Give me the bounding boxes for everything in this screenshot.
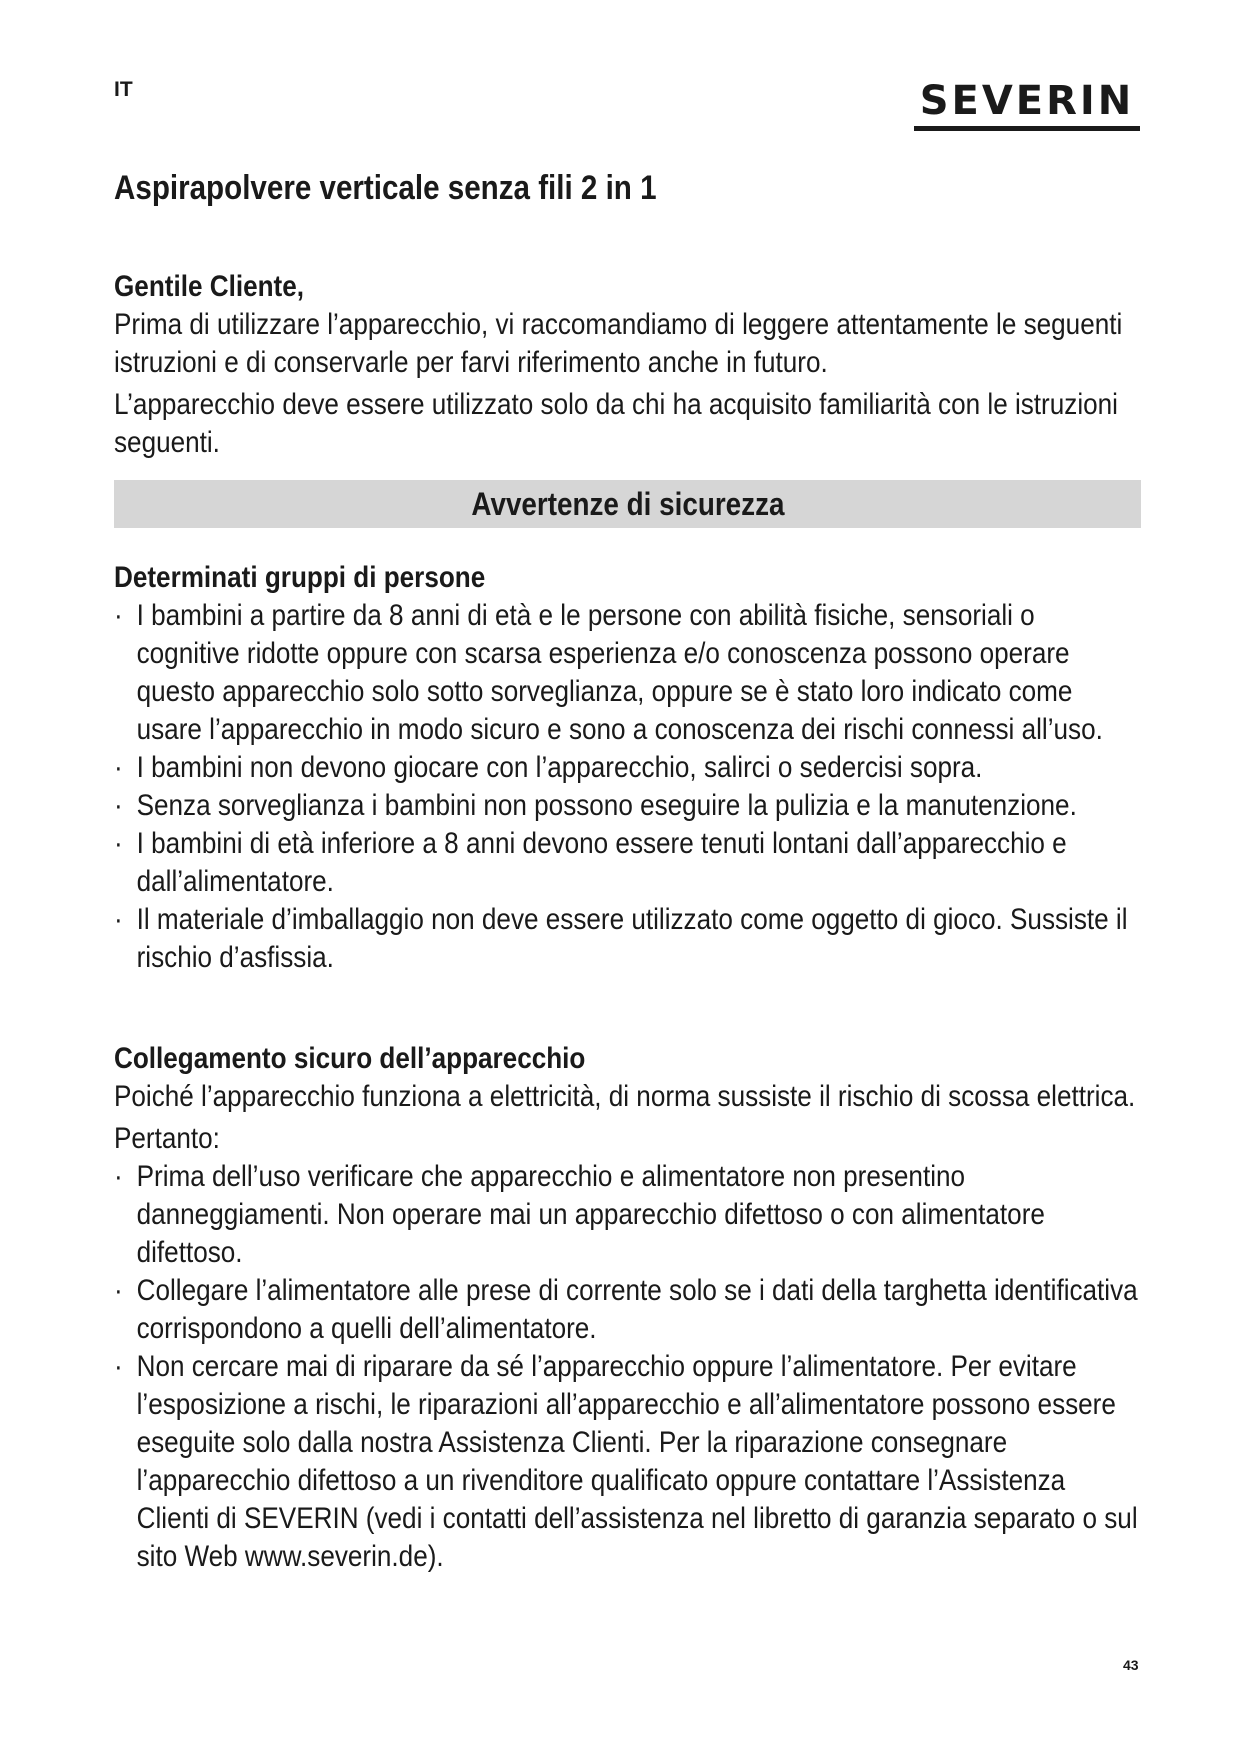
section-title-groups-of-persons: Determinati gruppi di persone xyxy=(114,561,486,594)
list-item-text: I bambini non devono giocare con l’apparecchio, salirci o sedercisi sopra. xyxy=(136,751,983,784)
list-item xyxy=(114,749,1144,787)
list-item-text: Non cercare mai di riparare da sé l’apparecchio oppure l’alimentatore. Per evitare l’esposizione a rischi, le riparazioni all’apparecchio e all’alimentatore possono essere eseguite solo dalla nostra Assistenza Clienti. Per la riparazione consegnare l’apparecchio difettoso a un rivenditore qualificato oppure contattare l’Assistenza Clienti di SEVERIN (vedi i contatti dell’assistenza nel libretto di garanzia separato o sul sito Web www.severin.de). xyxy=(136,1350,1138,1573)
bullet-dot: · xyxy=(114,1274,123,1307)
section-title-safe-connection: Collegamento sicuro dell’apparecchio xyxy=(114,1042,586,1075)
greeting: Gentile Cliente, xyxy=(114,270,304,303)
list-item-text: Prima dell’uso verificare che apparecchio e alimentatore non presentino danneggiamenti. Non operare mai un apparecchio difettoso o con alimentatore difettoso. xyxy=(136,1160,1045,1269)
list-item xyxy=(114,1158,1144,1272)
section-groups-of-persons xyxy=(114,559,1144,977)
section-safe-connection xyxy=(114,1040,1144,1576)
list-item-text: Collegare l’alimentatore alle prese di corrente solo se i dati della targhetta identificativa corrispondono a quelli dell’alimentatore. xyxy=(136,1274,1138,1345)
safe-connection-paragraph-1: Poiché l’apparecchio funziona a elettricità, di norma sussiste il rischio di scossa elettrica. xyxy=(114,1080,1136,1113)
list-item xyxy=(114,1272,1144,1348)
brand-logo-text: SEVERIN xyxy=(919,78,1135,124)
list-item-text: Senza sorveglianza i bambini non possono eseguire la pulizia e la manutenzione. xyxy=(136,789,1077,822)
safe-connection-paragraph-2: Pertanto: xyxy=(114,1122,220,1155)
language-code: IT xyxy=(114,78,133,101)
document-title: Aspirapolvere verticale senza fili 2 in 1 xyxy=(114,169,657,207)
intro-paragraph-2: L’apparecchio deve essere utilizzato solo da chi ha acquisito familiarità con le istruzioni seguenti. xyxy=(114,388,1118,459)
bullet-dot: · xyxy=(114,903,123,936)
safe-connection-list xyxy=(114,1158,1144,1576)
list-item-text: I bambini a partire da 8 anni di età e le persone con abilità fisiche, sensoriali o cognitive ridotte oppure con scarsa esperienza e/o conoscenza possono operare questo apparecchio solo sotto sorveglianza, oppure se è stato loro indicato come usare l’apparecchio in modo sicuro e sono a conoscenza dei rischi connessi all’uso. xyxy=(136,599,1103,746)
list-item-text: Il materiale d’imballaggio non deve essere utilizzato come oggetto di gioco. Sussiste il rischio d’asfissia. xyxy=(136,903,1128,974)
list-item xyxy=(114,901,1144,977)
safety-warnings-banner xyxy=(114,480,1141,528)
bullet-dot: · xyxy=(114,751,123,784)
brand-logo xyxy=(914,78,1140,131)
list-item xyxy=(114,825,1144,901)
list-item xyxy=(114,787,1144,825)
bullet-dot: · xyxy=(114,827,123,860)
bullet-dot: · xyxy=(114,599,123,632)
bullet-dot: · xyxy=(114,789,123,822)
list-item-text: I bambini di età inferiore a 8 anni devono essere tenuti lontani dall’apparecchio e dall’alimentatore. xyxy=(136,827,1067,898)
intro-block xyxy=(114,168,1144,462)
bullet-dot: · xyxy=(114,1160,123,1193)
groups-of-persons-list xyxy=(114,597,1144,977)
page-number: 43 xyxy=(1123,1657,1139,1673)
intro-paragraph-1: Prima di utilizzare l’apparecchio, vi raccomandiamo di leggere attentamente le seguenti istruzioni e di conservarle per farvi riferimento anche in futuro. xyxy=(114,308,1123,379)
safety-warnings-heading: Avvertenze di sicurezza xyxy=(470,485,785,522)
list-item xyxy=(114,597,1144,749)
list-item xyxy=(114,1348,1144,1576)
brand-logo-underline xyxy=(914,126,1140,131)
bullet-dot: · xyxy=(114,1350,123,1383)
